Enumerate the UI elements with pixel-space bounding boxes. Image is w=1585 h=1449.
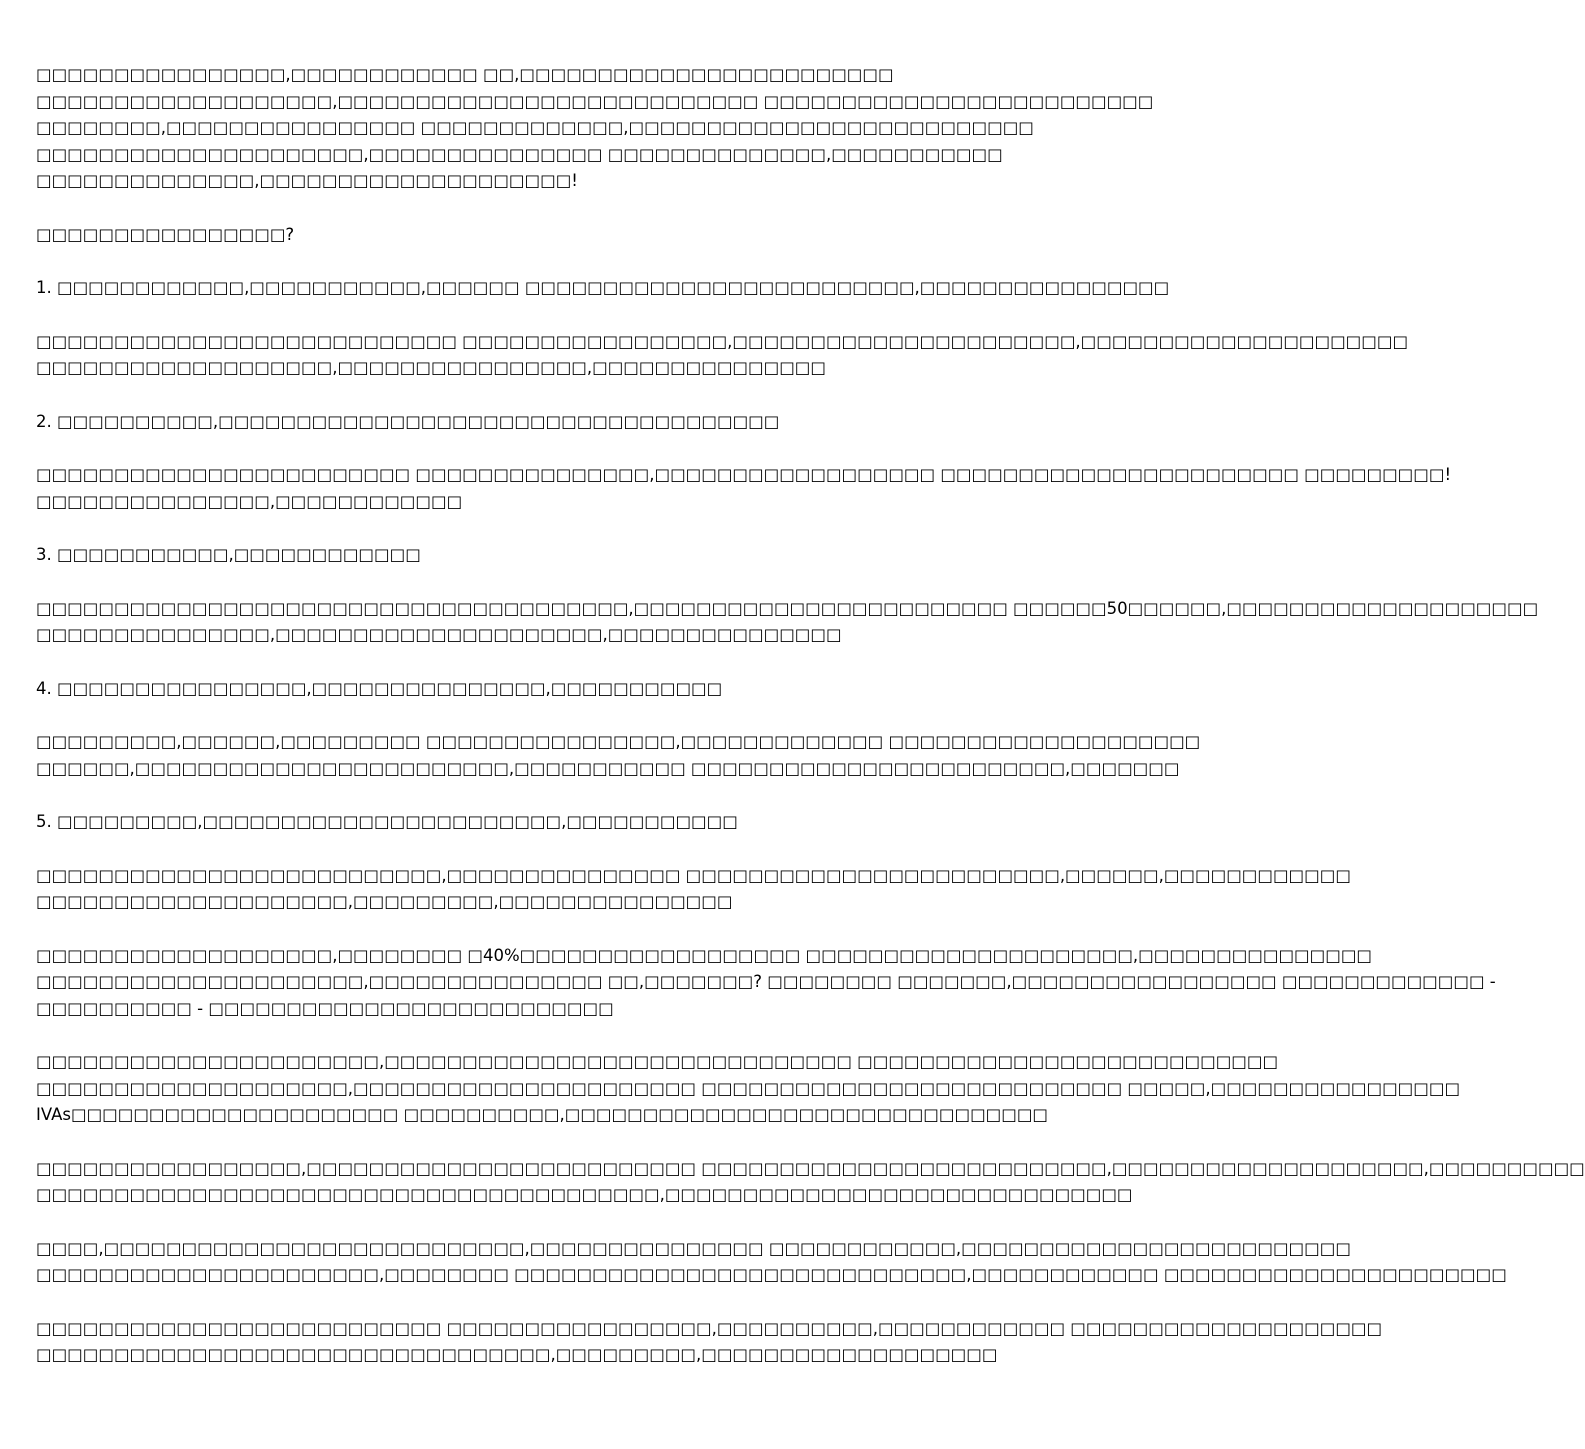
text-line: IVAs□□□□□□□□□□□□□□□□□□□□□ □□□□□□□□□□,□□□□□□□□□□□□□□□□□□□□□□□□□□□□□□□ [36, 1105, 1049, 1124]
text-line: □□□□□□□□□□□□□□□□□□□□□□,□□□□□□□□ □□□□□□□□□□□□□□□□□□□□□□□□□□□□□,□□□□□□□□□□□□ □□□□□□□□□□□□□□□□□□□□□□ [36, 1265, 1507, 1284]
text-line: 1. □□□□□□□□□□□□,□□□□□□□□□□□,□□□□□□ □□□□□□□□□□□□□□□□□□□□□□□□□,□□□□□□□□□□□□□□□□ [36, 278, 1170, 297]
paragraph [36, 275, 1170, 302]
paragraph [36, 676, 996, 703]
text-line: □□□□□□□□□□□□□□□□□,□□□□□□□□□□□□□□□□□□□□□□□□□ □□□□□□□□□□□□□□□□□□□□□□□□□□,□□□□□□□□□□□□□□□□□□□□,□□□□□□□□□□ [36, 1158, 1585, 1178]
text-line: □□□□□□□□□□□□□□□□□□□□□□□□□□□□□□□□□□□□□□,□□□□□□□□□□□□□□□□□□□□□□□□ □□□□□□50□□□□□□,□□□□□□□□□□□□□□□□□□□□ [36, 598, 1539, 618]
paragraph [36, 329, 1409, 382]
text-line: □□□□□□□□□□□□□□□,□□□□□□□□□□□□□□□□□□□□□,□□□□□□□□□□□□□□□ [36, 625, 842, 644]
text-line: □□□□□□□□,□□□□□□□□□□□□□□□□ □□□□□□□□□□□□□,□□□□□□□□□□□□□□□□□□□□□□□□□□ [36, 118, 1034, 137]
text-line: □□□□□□□□□□□□□□,□□□□□□□□□□□□□□□□□□□□! [36, 171, 578, 190]
text-line: 5. □□□□□□□□□,□□□□□□□□□□□□□□□□□□□□□□□,□□□□□□□□□□□ [36, 812, 738, 831]
text-line: □□□□□□□□□□□□□□□□□□□□□□□□ □□□□□□□□□□□□□□□,□□□□□□□□□□□□□□□□□□ □□□□□□□□□□□□□□□□□□□□□□□ □□□□□□□□□! [36, 465, 1452, 484]
text-line: □□□□□□□□□□□□□□□□□□□□□,□□□□□□□□□□□□□□□ □□,□□□□□□□? □□□□□□□□ □□□□□□□,□□□□□□□□□□□□□□□□□ □□□□□□□□□□□□□ - [36, 972, 1496, 991]
paragraph [36, 462, 1452, 515]
text-line: □□□□□□□□□□□□□□□□□□□□□□□□□□□□□□□□□,□□□□□□□□□,□□□□□□□□□□□□□□□□□□□ [36, 1345, 998, 1364]
text-line: 3. □□□□□□□□□□□,□□□□□□□□□□□□ [36, 545, 421, 564]
paragraph [36, 62, 1154, 195]
paragraph [36, 542, 996, 569]
paragraph [36, 729, 1201, 782]
text-line: 2. □□□□□□□□□□,□□□□□□□□□□□□□□□□□□□□□□□□□□□□□□□□□□□□ [36, 411, 780, 431]
text-line: □□□□□□□□□□□□□□□□□□□□,□□□□□□□□□,□□□□□□□□□□□□□□□ [36, 892, 733, 911]
paragraph [36, 1049, 1461, 1129]
paragraph [36, 863, 1351, 916]
text-line: □□□□□□□□□□□□□□□□? [36, 224, 295, 244]
text-line: □□□□□□□□□□□□□□□□□□□□□□,□□□□□□□□□□□□□□□□□□□□□□□□□□□□□□ □□□□□□□□□□□□□□□□□□□□□□□□□□□ [36, 1052, 1279, 1071]
text-line: □□□□□□□□□□□□□□□□□□□□□□□□□□□□□□□□□□□□□□□□,□□□□□□□□□□□□□□□□□□□□□□□□□□□□□□ [36, 1185, 1133, 1204]
paragraph [36, 596, 1539, 649]
paragraph [36, 1156, 1585, 1209]
text-line: □□□□□□□□□□□□□□□□□□□,□□□□□□□□□□□□□□□□,□□□□□□□□□□□□□□□ [36, 358, 826, 377]
paragraph [36, 943, 1496, 1023]
text-line: □□□□□□□□□□□□□□□□□□□□□,□□□□□□□□□□□□□□□ □□□□□□□□□□□□□□,□□□□□□□□□□□ [36, 144, 1003, 164]
text-line: □□□□□□□□□□□□□□□□□□□□□□□□□□□ □□□□□□□□□□□□□□□□□,□□□□□□□□□□□□□□□□□□□□□□,□□□□□□□□□□□□□□□□□□□□□ [36, 331, 1409, 351]
text-line: □□□□□□□□□□□□□□□□□□□,□□□□□□□□ □40%□□□□□□□□□□□□□□□□□□ □□□□□□□□□□□□□□□□□□□□□,□□□□□□□□□□□□□□□ [36, 945, 1373, 965]
text-line: 4. □□□□□□□□□□□□□□□□,□□□□□□□□□□□□□□□,□□□□□□□□□□□ [36, 678, 723, 698]
text-line: □□□□□□□□□□ - □□□□□□□□□□□□□□□□□□□□□□□□□□ [36, 998, 614, 1018]
text-line: □□□□□□□□□□□□□□□□,□□□□□□□□□□□□ □□,□□□□□□□□□□□□□□□□□□□□□□□□ [36, 65, 894, 84]
text-line: □□□□□□□□□□□□□□□□□□□□□□□□□□ □□□□□□□□□□□□□□□□□,□□□□□□□□□□,□□□□□□□□□□□□ □□□□□□□□□□□□□□□□□□□□ [36, 1318, 1383, 1338]
paragraph [36, 409, 996, 436]
paragraph [36, 222, 996, 249]
text-line: □□□□□□□□□□□□□□□□□□□□□□□□□□,□□□□□□□□□□□□□□□ □□□□□□□□□□□□□□□□□□□□□□□□,□□□□□□,□□□□□□□□□□□□ [36, 865, 1351, 885]
document-body [36, 62, 1585, 1396]
text-line: □□□□,□□□□□□□□□□□□□□□□□□□□□□□□□□□,□□□□□□□□□□□□□□□ □□□□□□□□□□□□,□□□□□□□□□□□□□□□□□□□□□□□□□ [36, 1238, 1351, 1258]
paragraph [36, 1236, 1507, 1289]
text-line: □□□□□□□□□□□□□□□,□□□□□□□□□□□□ [36, 491, 463, 511]
text-line: □□□□□□,□□□□□□□□□□□□□□□□□□□□□□□□,□□□□□□□□□□□ □□□□□□□□□□□□□□□□□□□□□□□□,□□□□□□□ [36, 758, 1180, 778]
paragraph [36, 809, 996, 836]
text-line: □□□□□□□□□□□□□□□□□□□□,□□□□□□□□□□□□□□□□□□□□□□ □□□□□□□□□□□□□□□□□□□□□□□□□□□ □□□□□,□□□□□□□□□□□□□□□□ [36, 1078, 1461, 1098]
paragraph [36, 1316, 1383, 1369]
text-line: □□□□□□□□□□□□□□□□□□□,□□□□□□□□□□□□□□□□□□□□□□□□□□□ □□□□□□□□□□□□□□□□□□□□□□□□□ [36, 91, 1154, 111]
text-line: □□□□□□□□□,□□□□□□,□□□□□□□□□ □□□□□□□□□□□□□□□□,□□□□□□□□□□□□□ □□□□□□□□□□□□□□□□□□□□ [36, 732, 1201, 751]
